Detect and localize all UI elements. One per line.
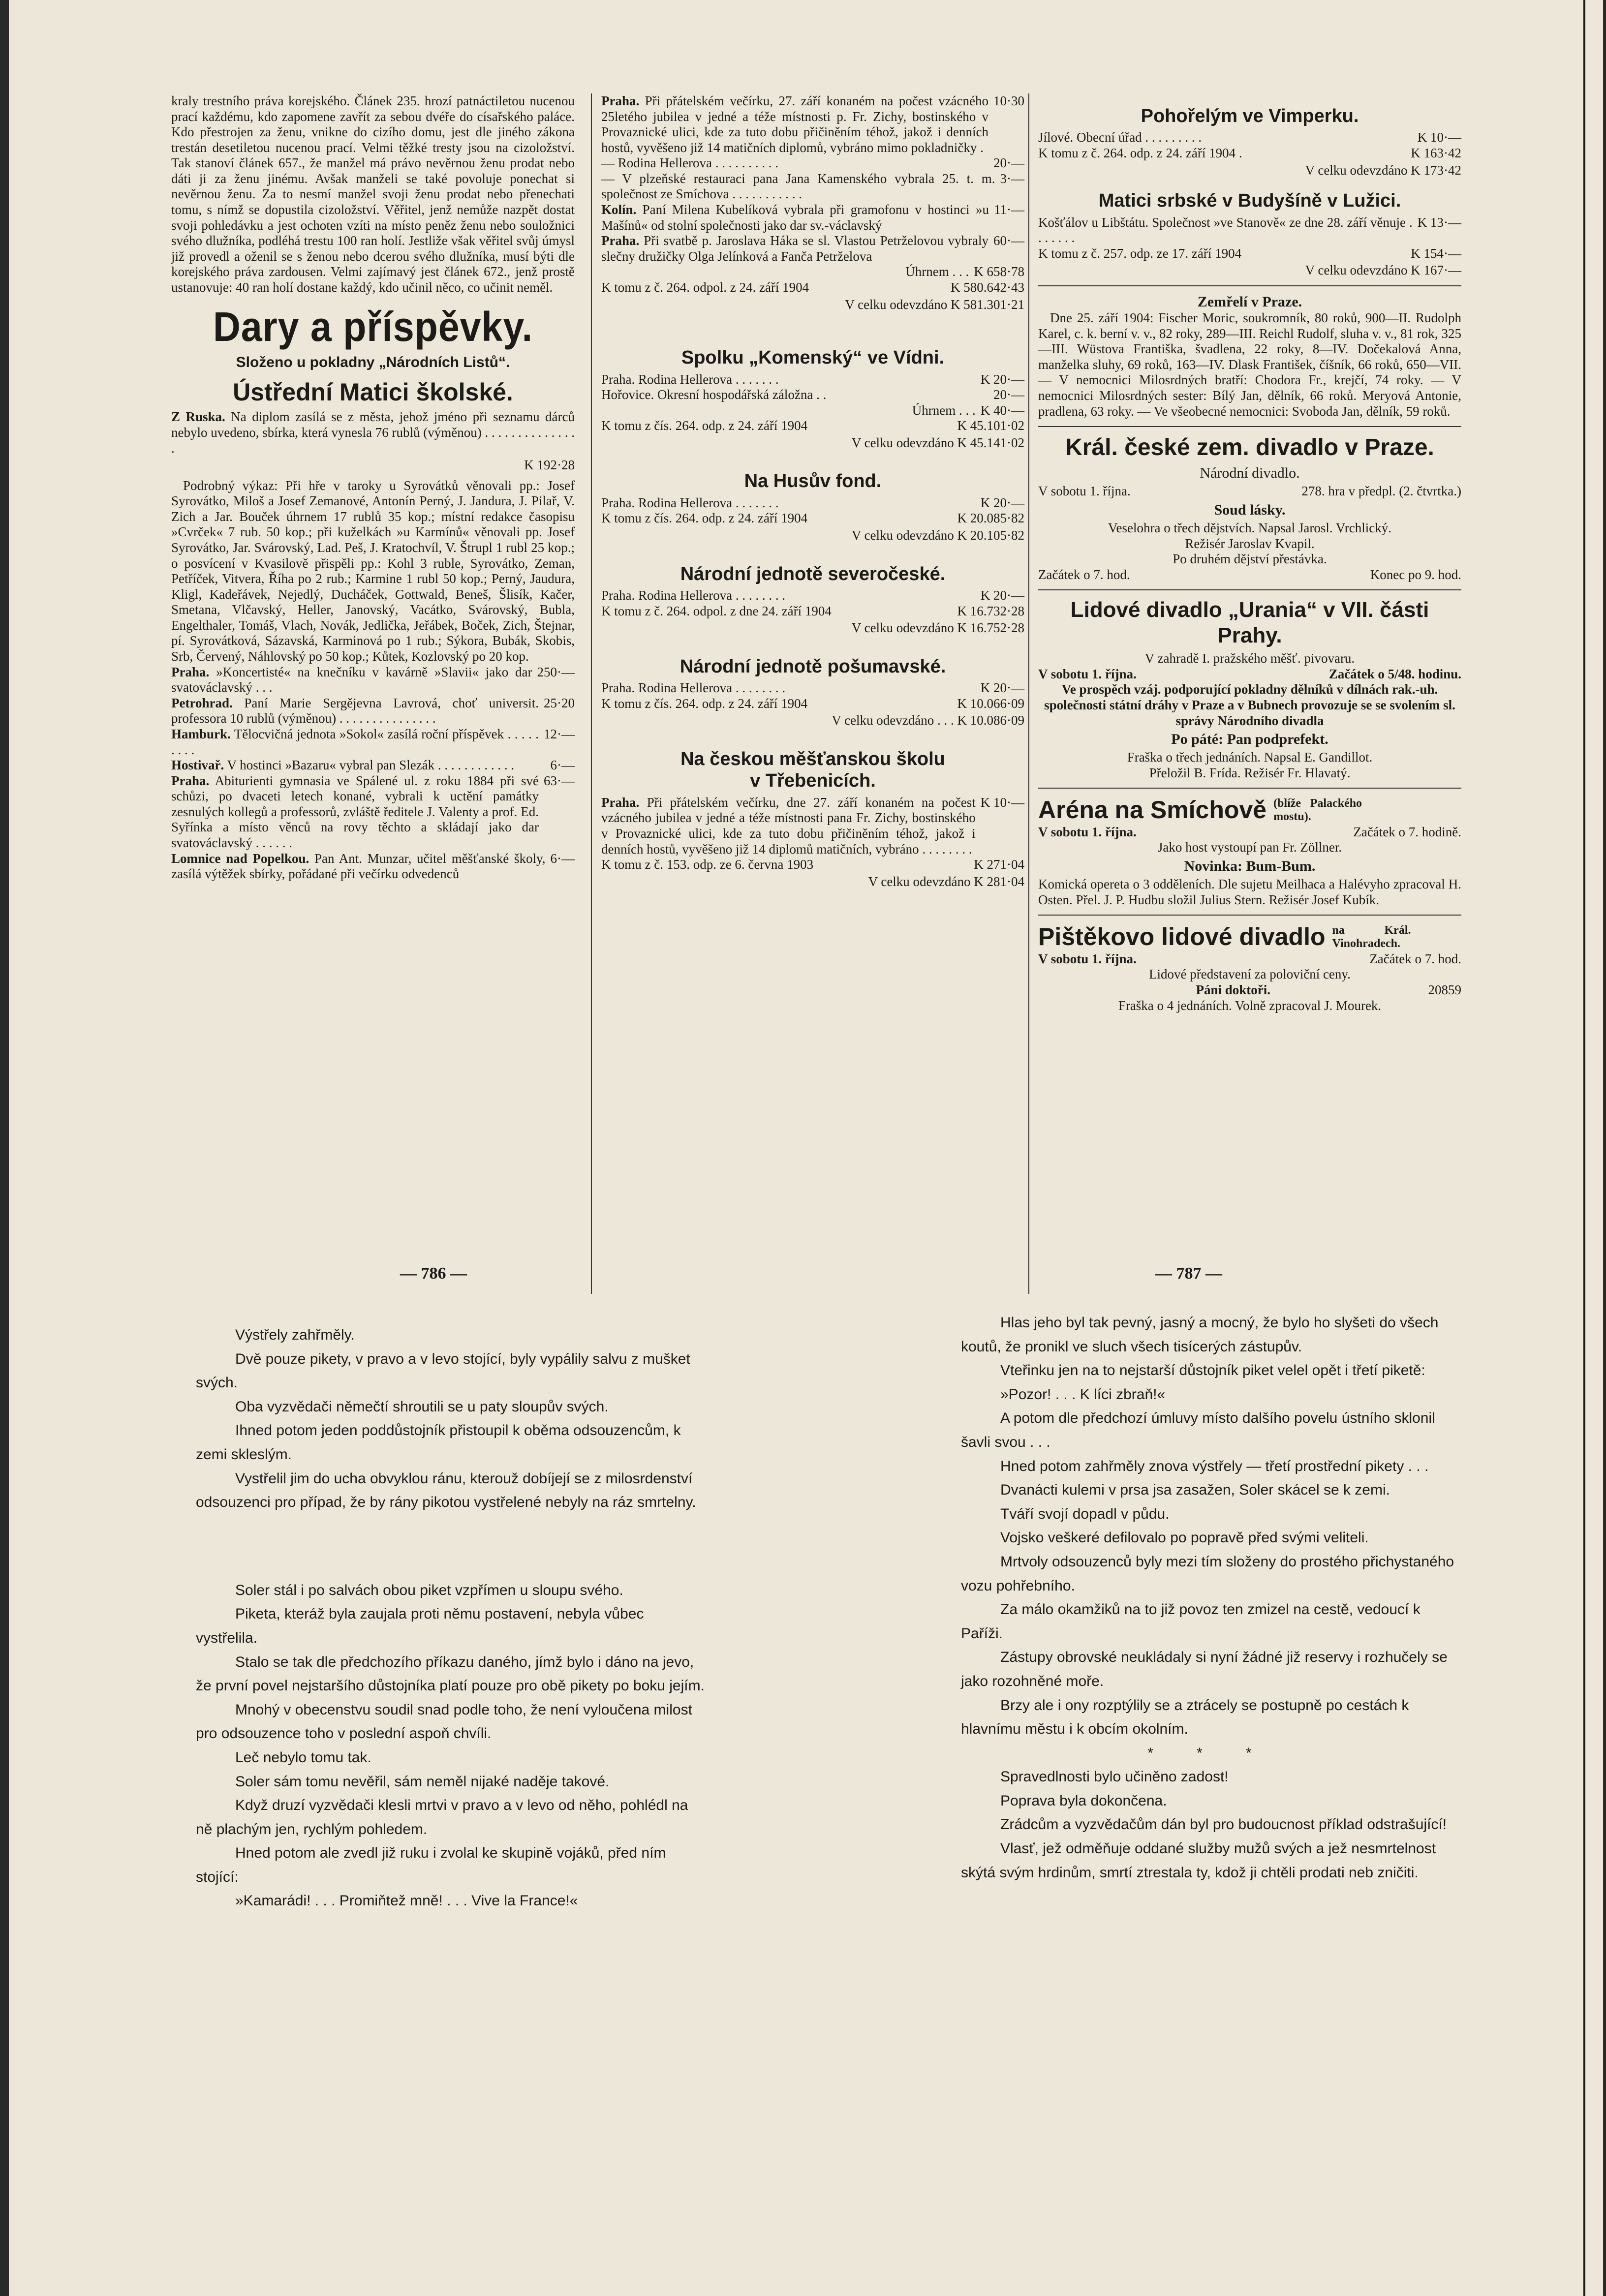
theatre-date-row: V sobotu 1. října. 278. hra v předpl. (2. čtvrtka.) bbox=[1038, 484, 1461, 499]
paragraph: A potom dle předchozí úmluvy místo dalšího povelu ústního sklonil šavli svou . . . bbox=[961, 1410, 1435, 1450]
paragraph: Hned potom ale zvedl již ruku i zvolal ke skupině vojáků, před ním stojící: bbox=[196, 1845, 666, 1885]
play-desc: Veselohra o třech dějstvích. Napsal Jarosl. Vrchlický. bbox=[1108, 520, 1391, 536]
theatre-guest: Jako host vystoupí pan Fr. Zöllner. bbox=[1157, 840, 1342, 855]
donation-entry: Praha. Při přátelském večírku, dne 27. září konaném na počest vzácného jubilea v jedné a téže místnosti pana Fr. Zichy, bostinského v Provaznické ulici, kde za tuto dobu přičiněním téhož, jakož i denních hostů, vyvěšeno již 14 diplomů matičních, vybráno . . . . . . . . K 10·— bbox=[601, 795, 1024, 857]
theatre-arena-title: Aréna na Smíchově bbox=[1038, 796, 1267, 824]
carry-over: K tomu z č. 264. odpol. z 24. září 1904 K 580.642·43 bbox=[601, 279, 1024, 295]
paragraph: Mnohý v obecenstvu soudil snad podle toho, že není vyloučena milost pro odsouzence toho v poslední aspoň chvíli. bbox=[196, 1701, 692, 1742]
story-page-right bbox=[961, 1311, 1458, 1885]
subtotal: Úhrnem . . . K 40·— bbox=[912, 402, 1024, 418]
column-donations-continued bbox=[601, 93, 1024, 894]
donation-entry: Praha. Při svatbě p. Jaroslava Háka se sl. Vlastou Petrželovou vybraly slečny družičky Olga Jelínková a Fanča Petrželova 60·— bbox=[601, 233, 1024, 264]
donation-entry: Lomnice nad Popelkou. Pan Ant. Munzar, učitel měšťanské školy, zasílá výtěžek sbírky, pořádané při večírku odvedenců 6·— bbox=[171, 851, 575, 882]
heading-posumavska: Národní jednotě pošumavské. bbox=[679, 656, 946, 677]
carry-over: K tomu z č. 264. odpol. z dne 24. září 1904 K 16.732·28 bbox=[601, 603, 1024, 618]
heading-vimperk: Pohořelým ve Vimperku. bbox=[1141, 106, 1359, 126]
donation-entry: Košťálov u Libštátu. Společnost »ve Stanově« ze dne 28. září věnuje . . . . . . . K 13·— bbox=[1038, 214, 1461, 245]
grand-total: V celku odevzdáno K 581.301·21 bbox=[845, 297, 1024, 312]
carry-over: K tomu z čís. 264. odp. z 24. září 1904 K 20.085·82 bbox=[601, 511, 1024, 526]
heading-matice-srbska: Matici srbské v Budyšíně v Lužici. bbox=[1098, 190, 1401, 212]
article-korean-law: kraly trestního práva korejského. Článek 235. hrozí patnáctiletou nucenou prací každému, kdo zapomene zavřít za sebou dvéře do císařského paláce. Kdo přestrojen za ženu, vnikne do cizího domu, jest dle jiného zákona trestán desetiletou nucenou prací. Velmi těžké tresty jsou na cizoložství. Tak stanoví článek 657., že manžel má právo nevěrnou ženu prodat nebo dáti ji za ženu jinému. Avšak manželi se také povoluje ponechat si nevěrnou ženu. Za to nesmí manžel svoji ženu prodat nebo přenechati tomu, s nímž se dopustila cizoložství. Věřitel, jenž nemůže nazpět dostat svoji pohledávku a jest ochoten vzíti na místo peněz ženu nebo souložnici svého dlužníka, podléhá trestu 100 ran holí. Jestliže však věřitel svůj úmysl již provedl a oženil se s ženou nebo dcerou svého dlužníka, musí býti dle korejského práva zardousen. Velmi zajímavý jest článek 672., jenž prostě ustanovuje: 40 ran holí dostane každý, kdo učinil něco, co učinit neměl. bbox=[171, 93, 575, 295]
paragraph: Zástupy obrovské neukládaly si nyní žádné již reservy i rozhučely se jako rozohněné moře. bbox=[961, 1649, 1448, 1689]
page-edge-rule bbox=[1583, 0, 1585, 2296]
theatre-pistek-title: Pištěkovo lidové divadlo bbox=[1038, 923, 1326, 951]
page-number-left: — 786 — bbox=[400, 1264, 467, 1283]
paragraph: Vojsko veškeré defilovalo po popravě před svými veliteli. bbox=[1000, 1530, 1369, 1546]
theatre-urania-sub: V zahradě I. pražského měšť. pivovaru. bbox=[1144, 651, 1355, 666]
theatre-date-row: V sobotu 1. října. Začátek o 5/48. hodinu. bbox=[1038, 666, 1461, 681]
divider bbox=[1038, 426, 1461, 427]
play-title-row: Páni doktoři. 20859 bbox=[1196, 982, 1461, 997]
carry-over: K tomu z č. 153. odp. ze 6. června 1903 K 271·04 bbox=[601, 857, 1024, 872]
paragraph: »Pozor! . . . K líci zbraň!« bbox=[1000, 1386, 1166, 1403]
play-desc: Fraška o 4 jednáních. Volně zpracoval J. Mourek. bbox=[1118, 998, 1382, 1013]
paragraph: Spravedlnosti bylo učiněno zadost! bbox=[1000, 1769, 1229, 1785]
play-title: Po páté: Pan podprefekt. bbox=[1171, 731, 1328, 748]
heading-ustredni-matice: Ústřední Matici školské. bbox=[233, 378, 513, 406]
donation-entry: Hamburk. Tělocvičná jednota »Sokol« zasílá roční příspěvek . . . . . . . . . 12·— bbox=[171, 726, 575, 757]
grand-total: V celku odevzdáno K 173·42 bbox=[1305, 162, 1461, 178]
paragraph: Vteřinku jen na to nejstarší důstojník piket velel opět i třetí piketě: bbox=[1000, 1362, 1425, 1379]
heading-trebenice: Na českou měšťanskou školu bbox=[680, 749, 945, 769]
page-number-right: — 787 — bbox=[1155, 1264, 1222, 1283]
paragraph: Brzy ale i ony rozptýlily se a ztrácely se postupně po cestách k hlavnímu městu i k obcím okolním. bbox=[961, 1697, 1409, 1738]
donation-entry: Praha. Při přátelském večírku, 27. září konaném na počest vzácného 25letého jubilea v jedné a téže místnosti p. Fr. Zichy, bostinského v Provaznické ulici, kde za tuto dobu přičiněním téhož, jakož i denních hostů, vyvěšeno již 14 matičních diplomů, vybráno mimo pokladničky . 10·30 bbox=[601, 93, 1024, 155]
paragraph: Za málo okamžiků na to již povoz ten zmizel na cestě, vedoucí k Paříži. bbox=[961, 1601, 1421, 1642]
grand-total: V celku odevzdáno K 45.141·02 bbox=[851, 435, 1024, 450]
play-note: Lidové představení za poloviční ceny. bbox=[1149, 967, 1351, 982]
section-title-donations: Dary a příspěvky. bbox=[213, 303, 533, 350]
theatre-pistek-header bbox=[1038, 922, 1461, 951]
theatre-pistek-note: na Král. Vinohradech. bbox=[1332, 924, 1411, 950]
column-divider bbox=[591, 93, 592, 1294]
paragraph: Mrtvoly odsouzenců byly mezi tím složeny do prostého přichystaného vozu pohřebního. bbox=[961, 1553, 1454, 1594]
donation-entry: — V plzeňské restauraci pana Jana Kamenského vybrala 25. t. m. společnost ze Smíchova . . . . . . . . . . . 3·— bbox=[601, 171, 1024, 202]
paragraph: Piketa, kteráž byla zaujala proti němu postavení, nebyla vůbec vystřelila. bbox=[196, 1606, 644, 1646]
grand-total: V celku odevzdáno K 20.105·82 bbox=[851, 528, 1024, 543]
divider bbox=[1038, 915, 1461, 916]
play-note: Po druhém dějství přestávka. bbox=[1173, 551, 1327, 567]
paragraph: Hned potom zahřměly znova výstřely — třetí prostřední pikety . . . bbox=[1000, 1458, 1429, 1474]
carry-over: K tomu z č. 264. odp. z 24. září 1904 . K 163·42 bbox=[1038, 146, 1461, 161]
donation-entry: — Rodina Hellerova . . . . . . . . . . 20·— bbox=[601, 155, 1024, 171]
theatre-national-title: Král. české zem. divadlo v Praze. bbox=[1065, 434, 1434, 461]
grand-total: V celku odevzdáno K 16.752·28 bbox=[851, 620, 1024, 636]
heading-severoceska: Národní jednotě severočeské. bbox=[680, 563, 946, 584]
paragraph: Leč nebylo tomu tak. bbox=[235, 1749, 371, 1766]
donation-detail: Podrobný výkaz: Při hře v taroky u Syrovátků věnovali pp.: Josef Syrovátko, Miloš a Josef Zemanové, Antonín Perný, J. Jandura, J. Pilař, V. Zich a Jar. Bouček úhrnem 17 rublů 35 kop.; místní redakce časopisu »Cvrček« 7 rub. 50 kop.; při kuželkách »u Karmínů« věnovali pp. Josef Syrovátko, Jar. Svárovský, Lad. Peš, J. Kratochvíl, V. Štrupl 1 rubl 25 kop.; o posvícení v Kvasilově přispěli pp.: Kohl 3 ruble, Syrovátko, Zeman, Petříček, Vitvera, Říha po 2 rub.; Karmine 1 rubl 50 kop.; Perný, Jaudura, Kligl, Kadeřávek, Nejedlý, Ducháček, Gottwald, Beneš, Šlisík, Kačer, Smetana, Vlčavský, Heller, Janovský, Vacátko, Svárovský, Bubla, Engelthaler, Tomáš, Vlach, Novák, Jedlička, Jeřábek, Boček, Zich, Štejnar, pí. Syrovátková, Sázavská, Karminová po 1 rub.; Sýkora, Bubák, Skobis, Srb, Červený, Náhlovský po 50 kop.; Kůtek, Kozlovský po 20 kop. bbox=[171, 478, 575, 664]
paragraph: Výstřely zahřměly. bbox=[235, 1327, 355, 1343]
carry-over: K tomu z čís. 264. odp. z 24. září 1904 K 45.101·02 bbox=[601, 418, 1024, 433]
paragraph: Soler sám tomu nevěřil, sám neměl nijaké naděje takové. bbox=[235, 1773, 610, 1790]
heading-zemreli: Zemřelí v Praze. bbox=[1197, 293, 1302, 310]
column-divider bbox=[1028, 93, 1029, 1294]
theatre-date-row: V sobotu 1. října. Začátek o 7. hodině. bbox=[1038, 824, 1461, 839]
section-subtitle: Složeno u pokladny „Národních Listů“. bbox=[236, 354, 510, 370]
play-title: Soud lásky. bbox=[1214, 501, 1286, 518]
paragraph: Vlasť, jež odměňuje oddané služby mužů svých a jež nesmrtelnost skýtá svým hrdinům, smrtí ztrestala ty, kdož ji chtěli prodati neb zničiti. bbox=[961, 1840, 1436, 1881]
donation-entry: Praha. »Koncertisté« na knečníku v kavárně »Slavii« jako dar svatováclavský . . . 250·— bbox=[171, 664, 575, 695]
theatre-date-row: V sobotu 1. října. Začátek o 7. hod. bbox=[1038, 951, 1461, 966]
paragraph: Poprava byla dokončena. bbox=[1000, 1792, 1167, 1809]
grand-total: V celku odevzdáno . . . K 10.086·09 bbox=[832, 713, 1024, 728]
carry-over: K tomu z čís. 264. odp. z 24. září 1904 K 10.066·09 bbox=[601, 696, 1024, 711]
donation-entry: Praha. Rodina Hellerova . . . . . . . K 20·— bbox=[601, 371, 1024, 387]
divider bbox=[1038, 285, 1461, 286]
donation-entry: Praha. Rodina Hellerova . . . . . . . K 20·— bbox=[601, 495, 1024, 510]
theatre-urania-desc: Ve prospěch vzáj. podporující pokladny dělníků v dílnách rak.-uh. společnosti státní dráhy v Praze a v Bubnech provozuje se se svolením sl. správy Národního divadla bbox=[1044, 682, 1455, 728]
donation-entry: Petrohrad. Paní Marie Sergějevna Lavrová, choť universit. professora 10 rublů (výměnou) . . . . . . . . . . . . . . . 25·20 bbox=[171, 695, 575, 726]
donation-entry: Praha. Rodina Hellerova . . . . . . . . K 20·— bbox=[601, 588, 1024, 603]
theatre-arena-note: (blíže Palackého mostu). bbox=[1273, 797, 1362, 823]
donation-amount: K 192·28 bbox=[524, 458, 575, 473]
paragraph: Dvanácti kulemi v prsa jsa zasažen, Soler skácel se k zemi. bbox=[1000, 1482, 1390, 1499]
paragraph: Hlas jeho byl tak pevný, jasný a mocný, že bylo ho slyšeti do všech koutů, že pronikl ve sluch všech tisícerých zástupův. bbox=[961, 1315, 1439, 1355]
paragraph: Oba vyzvědači němečtí shroutili se u paty sloupův svých. bbox=[235, 1398, 609, 1415]
column-donations bbox=[171, 93, 575, 882]
theatre-time-row: Začátek o 7. hod. Konec po 9. hod. bbox=[1038, 567, 1461, 582]
theatre-urania-title: Lidové divadlo „Urania“ v VII. části Prahy. bbox=[1070, 598, 1429, 647]
grand-total: V celku odevzdáno K 167·— bbox=[1305, 263, 1461, 278]
paragraph: Vystřelil jim do ucha obvyklou ránu, kterouž dobíjejí se z milosrdenství odsouzenci pro případ, že by rány pikotou vystřelené nebyly na ráz smrtelny. bbox=[196, 1470, 696, 1511]
donation-entry: Hostivař. V hostinci »Bazaru« vybral pan Slezák . . . . . . . . . . . . 6·— bbox=[171, 758, 575, 773]
donation-entry: Z Ruska. Na diplom zasílá se z města, jehož jméno při seznamu dárců nebylo uvedeno, sbírka, která vynesla 76 rublů (výměnou) . . . . . . . . . . . . . . . K 192·28 bbox=[171, 409, 575, 473]
section-break: * * * bbox=[1147, 1745, 1271, 1761]
obituary-list: Dne 25. září 1904: Fischer Moric, soukromník, 80 roků, 900—II. Rudolph Karel, c. k. berní v. v., 82 roky, 289—III. Reichl Rudolf, sluha v. v., 81 rok, 325—III. Wüstova Františka, švadlena, 22 roky, 8—IV. Dočekalová Anna, manželka sluhy, 69 roků, 163—IV. Dlask František, číšník, 66 roků, 650—VII. — V nemocnici Milosrdných bratří: Chodora Fr., krejčí, 74 roky. — V nemocnici Milosrdných sester: Bílý Jan, dělník, 66 roků. Meryová Antonie, pradlena, 63 roky. — Ve všeobecné nemocnici: Svoboda Jan, dělník, 59 roků. bbox=[1038, 310, 1461, 419]
subtotal: Úhrnem . . . K 658·78 bbox=[905, 264, 1024, 279]
story-page-left bbox=[196, 1323, 708, 1913]
heading-husuv-fond: Na Husův fond. bbox=[744, 471, 882, 492]
play-director: Přeložil B. Frída. Režisér Fr. Hlavatý. bbox=[1149, 765, 1351, 780]
play-title: Novinka: Bum-Bum. bbox=[1184, 858, 1316, 875]
donation-entry: Jílové. Obecní úřad . . . . . . . . . K 10·— bbox=[1038, 130, 1461, 145]
donation-entry: Hořovice. Okresní hospodářská záložna . . 20·— bbox=[601, 387, 1024, 402]
paragraph: »Kamarádi! . . . Promiňtež mně! . . . Vive la France!« bbox=[235, 1893, 578, 1909]
donation-entry: Praha. Rodina Hellerova . . . . . . . . K 20·— bbox=[601, 680, 1024, 696]
play-director: Režisér Jaroslav Kvapil. bbox=[1185, 536, 1315, 551]
paragraph: Dvě pouze pikety, v pravo a v levo stojící, byly vypálily salvu z mušket svých. bbox=[196, 1350, 690, 1391]
heading-komensky: Spolku „Komenský“ ve Vídni. bbox=[681, 347, 945, 368]
theatre-arena-header bbox=[1038, 796, 1461, 825]
donation-entry: Praha. Abiturienti gymnasia ve Spálené ul. z roku 1884 při své schůzi, po dvaceti letech konané, vybrali k uctění památky zesnulých kollegů a professorů, zvláště ředitele J. Valenty a prof. Ed. Syřínka a místo věnců na rovy těchto a skládají jako dar svatováclavský . . . . . . 63·— bbox=[171, 773, 575, 850]
column-notices bbox=[1038, 98, 1461, 1013]
play-desc: Fraška o třech jednáních. Napsal E. Gandillot. bbox=[1127, 750, 1373, 765]
play-desc: Komická opereta o 3 odděleních. Dle sujetu Meilhaca a Halévyho zpracoval H. Osten. Přel. J. P. Hudbu složil Julius Stern. Režisér Josef Kubík. bbox=[1038, 877, 1461, 907]
paragraph: Tváří svojí dopadl v půdu. bbox=[1000, 1505, 1170, 1522]
divider bbox=[1038, 788, 1461, 789]
paragraph: Zrádcům a vyzvědačům dán byl pro budoucnost příklad odstrašující! bbox=[1000, 1816, 1447, 1833]
carry-over: K tomu z č. 257. odp. ze 17. září 1904 K 154·— bbox=[1038, 245, 1461, 261]
grand-total: V celku odevzdáno K 281·04 bbox=[868, 874, 1024, 889]
heading-trebenice-2: v Třebenicích. bbox=[750, 770, 876, 792]
paragraph: Soler stál i po salvách obou piket vzpřímen u sloupu svého. bbox=[235, 1582, 623, 1598]
theatre-national-sub: Národní divadlo. bbox=[1200, 465, 1300, 482]
donation-entry: Kolín. Paní Milena Kubelíková vybrala při gramofonu v hostinci »u Mašínů« od stolní společnosti jako dar sv.-václavský 11·— bbox=[601, 202, 1024, 233]
paragraph: Ihned potom jeden poddůstojník přistoupil k oběma odsouzencům, k zemi skleslým. bbox=[196, 1422, 681, 1463]
paragraph: Když druzí vyzvědači klesli mrtvi v pravo a v levo od něho, pohlédl na ně plachým jen, rychlým pohledem. bbox=[196, 1797, 688, 1837]
divider bbox=[1038, 589, 1461, 590]
paragraph: Stalo se tak dle předchozího příkazu daného, jímž bylo i dáno na jevo, že první povel nejstaršího důstojníka platí pouze pro obě pikety po boku jejím. bbox=[196, 1653, 705, 1694]
newspaper-page bbox=[9, 0, 1603, 2296]
